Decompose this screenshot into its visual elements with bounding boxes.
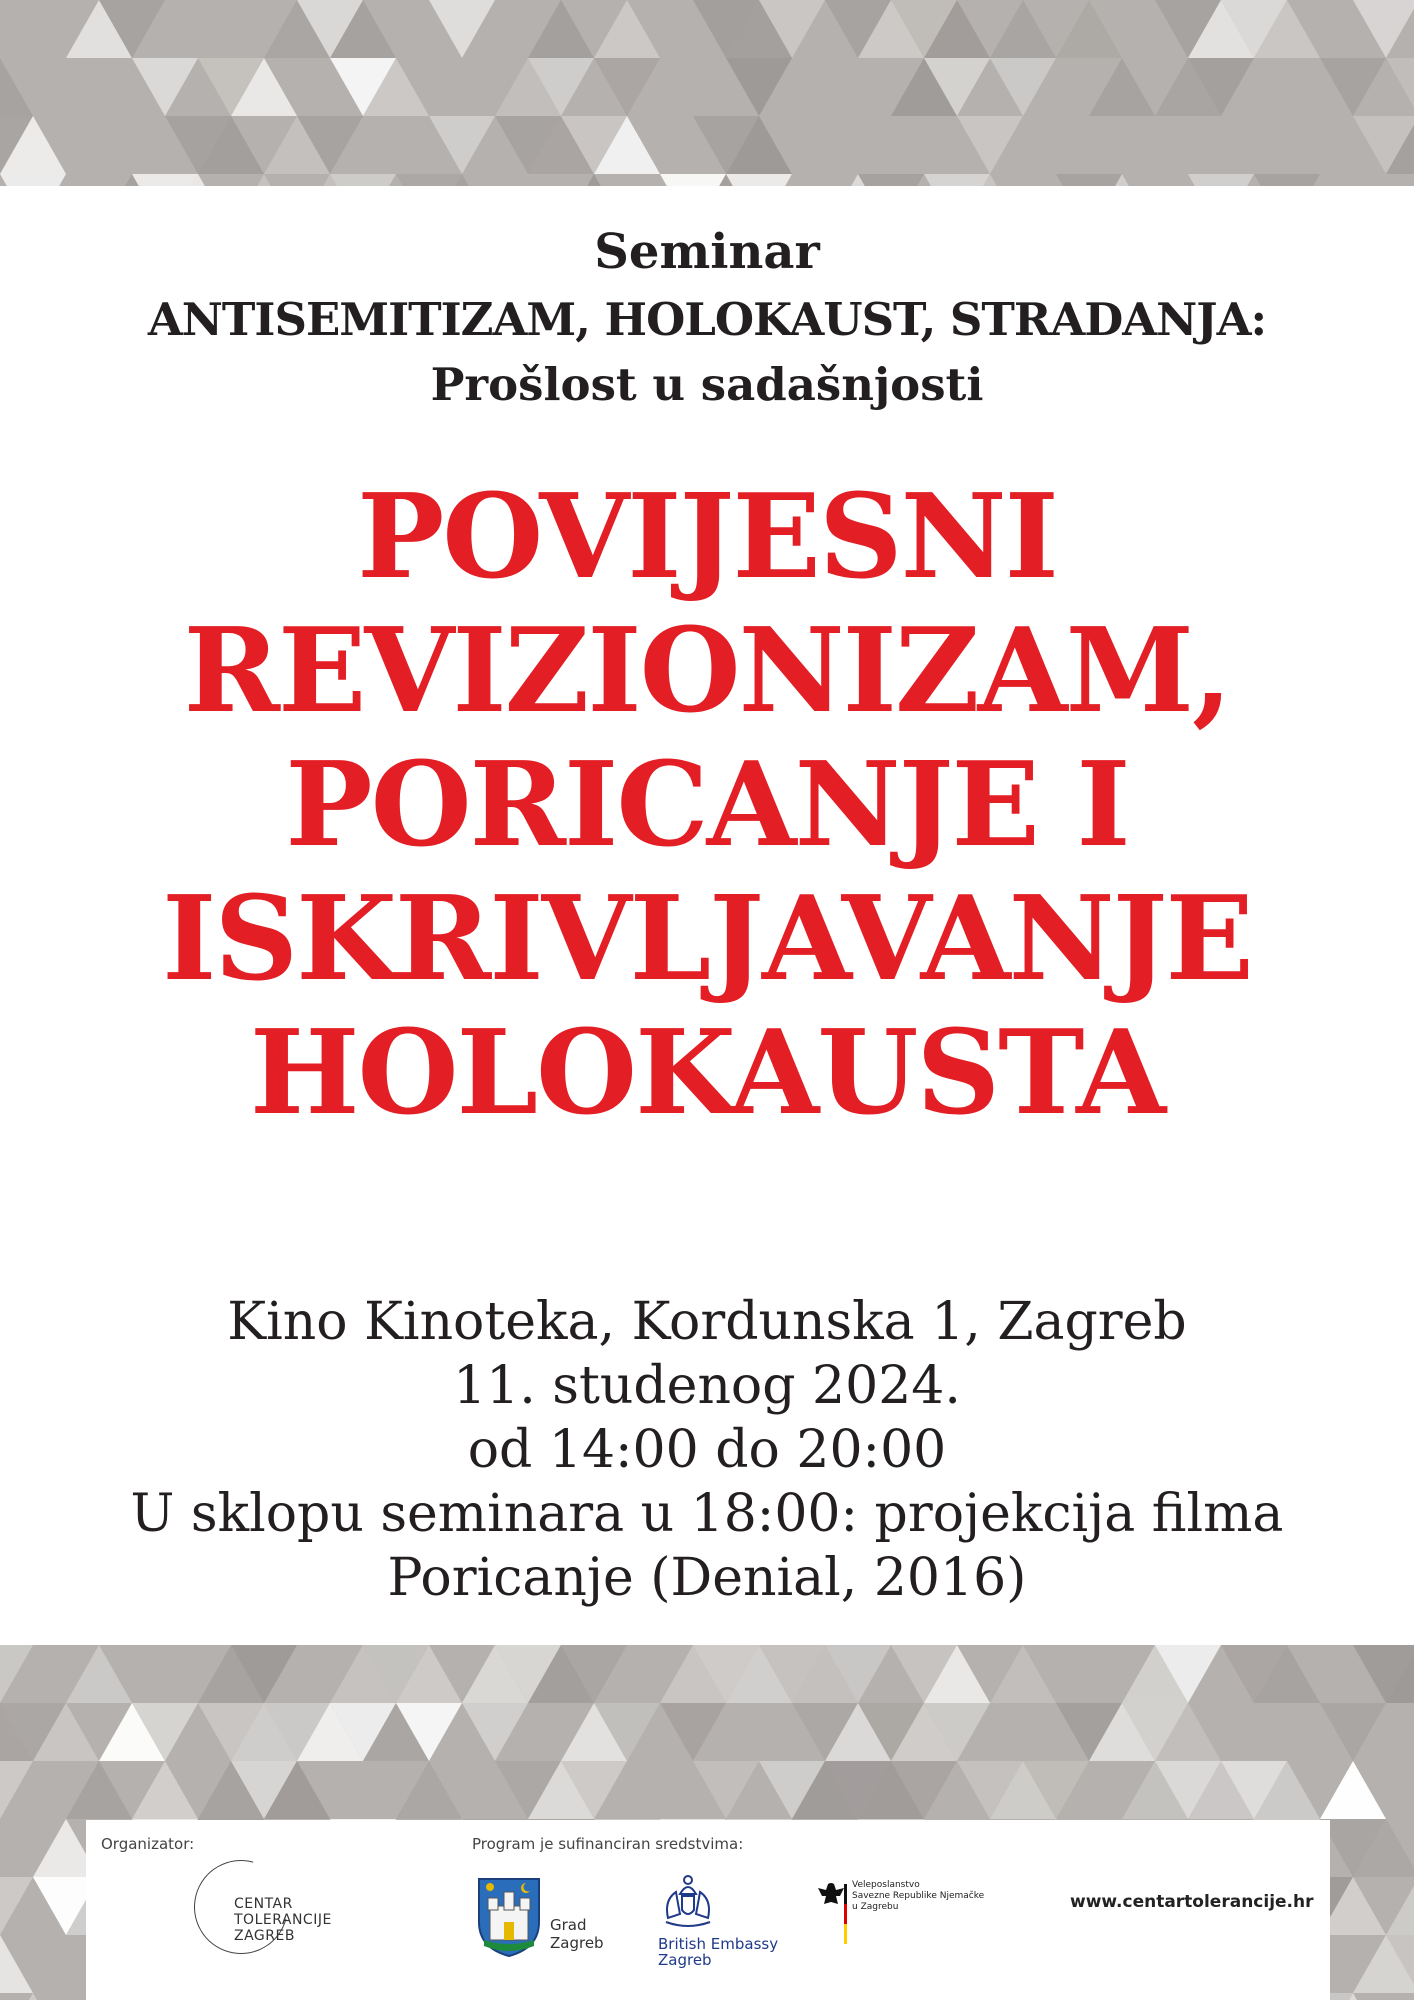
footer-panel xyxy=(86,1820,1330,2000)
pattern-triangle xyxy=(330,174,396,186)
sponsor-line: Zagreb xyxy=(550,1934,604,1952)
logo-line: TOLERANCIJE xyxy=(234,1912,332,1928)
top-pattern-band xyxy=(0,0,1414,186)
seminar-title: ANTISEMITIZAM, HOLOKAUST, STRADANJA: xyxy=(147,293,1267,346)
pattern-triangle xyxy=(1056,174,1122,186)
pattern-triangle xyxy=(924,174,990,186)
headline-line: PORICANJE I xyxy=(285,737,1129,873)
logo-line: ZAGREB xyxy=(234,1928,295,1944)
event-time: od 14:00 do 20:00 xyxy=(467,1420,947,1480)
zagreb-coat-of-arms-icon xyxy=(476,1876,542,1958)
screening-note: U sklopu seminara u 18:00: projekcija filma xyxy=(130,1484,1284,1544)
british-royal-arms-icon xyxy=(658,1874,718,1930)
british-embassy-logo xyxy=(658,1874,779,1969)
headline-line: REVIZIONIZAM, xyxy=(183,603,1231,739)
event-date: 11. studenog 2024. xyxy=(453,1356,961,1416)
sponsor-line: Zagreb xyxy=(658,1951,712,1969)
sponsor-line: Veleposlanstvo xyxy=(852,1880,920,1890)
headline-line: POVIJESNI xyxy=(357,469,1057,605)
website-url: www.centartolerancije.hr xyxy=(1070,1892,1314,1912)
pattern-triangle xyxy=(132,174,198,186)
headline-line: HOLOKAUSTA xyxy=(249,1005,1165,1141)
seminar-label: Seminar xyxy=(594,224,820,280)
sponsor-text xyxy=(658,1936,778,1968)
pattern-triangle xyxy=(1188,174,1254,186)
triangle-pattern xyxy=(0,0,1414,186)
sponsor-text xyxy=(550,1916,604,1952)
grad-zagreb-logo xyxy=(476,1876,604,1962)
sponsor-text xyxy=(852,1880,984,1913)
pattern-triangle xyxy=(0,174,66,186)
organizer-label: Organizator: xyxy=(101,1835,195,1853)
pattern-triangle xyxy=(660,174,726,186)
pattern-triangle xyxy=(726,174,792,186)
venue: Kino Kinoteka, Kordunska 1, Zagreb xyxy=(227,1292,1187,1352)
sponsor-line: u Zagrebu xyxy=(852,1902,899,1912)
pattern-triangle xyxy=(1254,174,1320,186)
german-eagle-icon xyxy=(814,1882,848,1946)
headline xyxy=(0,470,1414,1140)
organizer-logo-text xyxy=(234,1896,332,1944)
logo-line: CENTAR xyxy=(234,1896,293,1912)
sponsor-line: Savezne Republike Njemačke xyxy=(852,1891,985,1901)
sponsor-line: Grad xyxy=(550,1916,587,1934)
centar-tolerancije-logo xyxy=(194,1860,354,1960)
film-title: Poricanje (Denial, 2016) xyxy=(387,1548,1027,1608)
seminar-subtitle: Prošlost u sadašnjosti xyxy=(430,358,984,411)
headline-line: ISKRIVLJAVANJE xyxy=(162,871,1252,1007)
event-details xyxy=(0,1290,1414,1610)
funding-label: Program je sufinanciran sredstvima: xyxy=(472,1835,744,1853)
pattern-triangle xyxy=(858,174,924,186)
german-embassy-logo xyxy=(814,1880,985,1950)
sponsor-line: British Embassy xyxy=(658,1935,779,1953)
pattern-triangle xyxy=(396,174,462,186)
